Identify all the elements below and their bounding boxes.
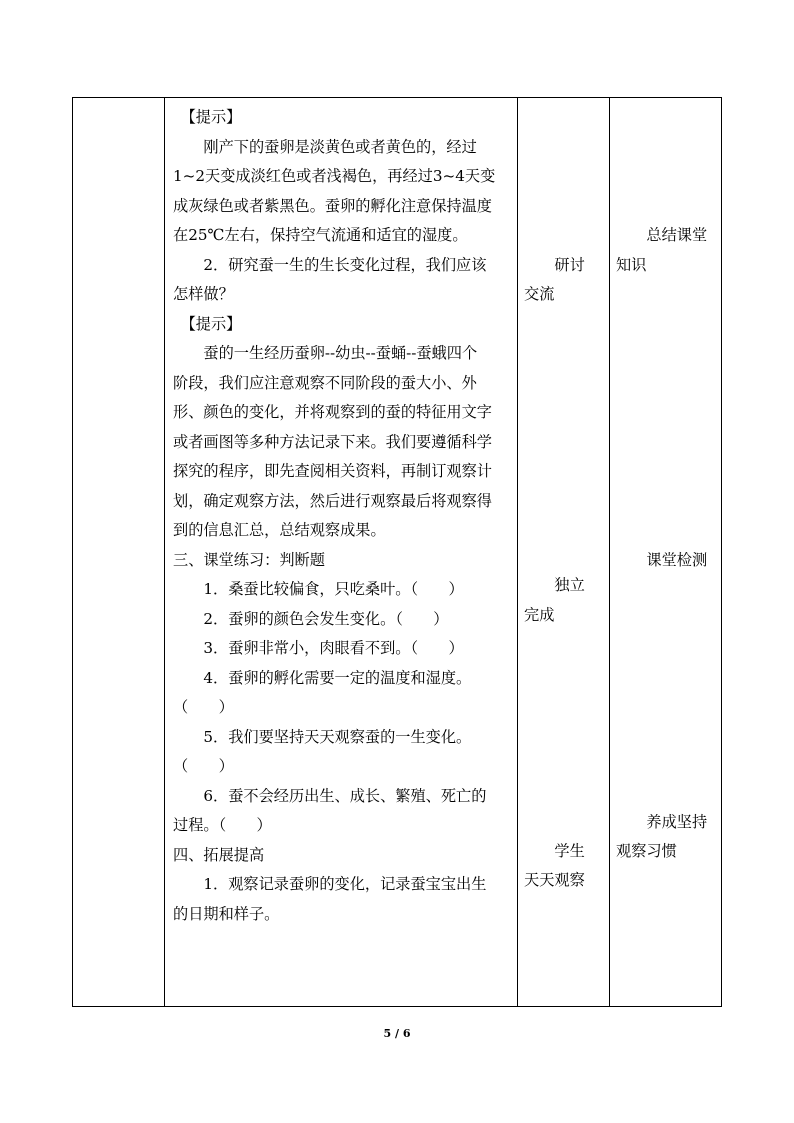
activity-label: 天天观察 — [524, 871, 585, 889]
activity-label: 交流 — [524, 285, 555, 303]
exercise-item: （ ） — [173, 757, 234, 775]
lesson-table — [72, 97, 722, 1007]
content-line: 1．观察记录蚕卵的变化，记录蚕宝宝出生 — [173, 875, 487, 893]
activity-label: 研讨 — [524, 256, 585, 274]
content-line: 1~2天变成淡红色或者浅褐色，再经过3~4天变 — [173, 167, 496, 185]
question-line: 2．研究蚕一生的生长变化过程，我们应该 — [173, 256, 487, 274]
exercise-item: 3．蚕卵非常小，肉眼看不到。（ ） — [173, 639, 464, 657]
content-line: 在25℃左右，保持空气流通和适宜的湿度。 — [173, 226, 468, 244]
exercise-item: 过程。（ ） — [173, 816, 272, 834]
intent-label: 课堂检测 — [616, 551, 708, 569]
exercise-item: 1．桑蚕比较偏食，只吃桑叶。（ ） — [173, 580, 464, 598]
content-line: 到的信息汇总，总结观察成果。 — [173, 521, 386, 539]
activity-label: 独立 — [524, 576, 585, 594]
activity-label: 完成 — [524, 606, 555, 624]
exercise-item: 5．我们要坚持天天观察蚕的一生变化。 — [173, 728, 472, 746]
design-intent-cell — [609, 98, 721, 1006]
content-line: 探究的程序，即先查阅相关资料，再制订观察计 — [173, 462, 492, 480]
intent-label: 观察习惯 — [616, 842, 677, 860]
content-line: 蚕的一生经历蚕卵--幼虫--蚕蛹--蚕蛾四个 — [173, 344, 478, 362]
section-heading: 四、拓展提高 — [173, 846, 265, 864]
lesson-content-cell — [165, 98, 517, 1006]
content-line: 划，确定观察方法，然后进行观察最后将观察得 — [173, 492, 492, 510]
exercise-item: 6．蚕不会经历出生、成长、繁殖、死亡的 — [173, 787, 487, 805]
exercise-item: （ ） — [173, 698, 234, 716]
activity-label: 学生 — [524, 842, 585, 860]
intent-label: 知识 — [616, 256, 647, 274]
hint-heading: 【提示】 — [173, 108, 242, 126]
content-line: 或者画图等多种方法记录下来。我们要遵循科学 — [173, 433, 492, 451]
content-line: 刚产下的蚕卵是淡黄色或者黄色的，经过 — [173, 138, 477, 156]
hint-heading: 【提示】 — [173, 315, 242, 333]
content-line: 怎样做？ — [173, 285, 234, 303]
content-line: 形、颜色的变化，并将观察到的蚕的特征用文字 — [173, 403, 492, 421]
intent-label: 养成坚持 — [616, 813, 708, 831]
intent-label: 总结课堂 — [616, 226, 708, 244]
content-line: 的日期和样子。 — [173, 905, 280, 923]
page-number: 5 / 6 — [383, 1027, 411, 1040]
content-line: 阶段，我们应注意观察不同阶段的蚕大小、外 — [173, 374, 477, 392]
teacher-student-activity-cell — [517, 98, 609, 1006]
content-line: 成灰绿色或者紫黑色。蚕卵的孵化注意保持温度 — [173, 197, 492, 215]
section-heading: 三、课堂练习：判断题 — [173, 551, 325, 569]
exercise-item: 4．蚕卵的孵化需要一定的温度和湿度。 — [173, 669, 472, 687]
exercise-item: 2．蚕卵的颜色会发生变化。（ ） — [173, 610, 449, 628]
empty-left-cell — [73, 98, 164, 1006]
